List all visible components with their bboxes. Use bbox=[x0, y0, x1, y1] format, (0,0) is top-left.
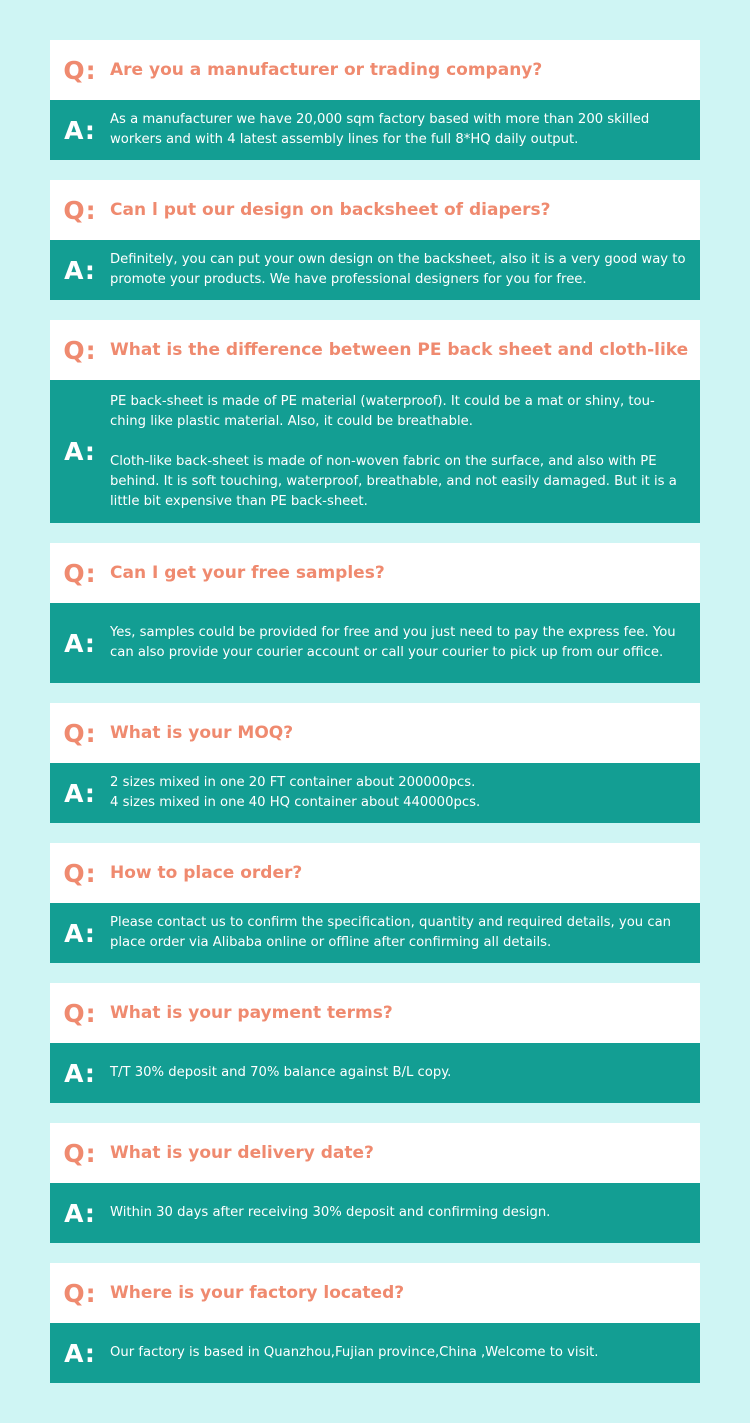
question-row bbox=[50, 543, 700, 603]
question-row bbox=[50, 320, 700, 380]
answer-text: Please contact us to confirm the specification, quantity and required details, you can place order via Alibaba online or offline after confirming all details. bbox=[110, 915, 672, 950]
question-row bbox=[50, 983, 700, 1043]
question-text: Can l put our design on backsheet of diapers? bbox=[110, 200, 551, 220]
question-text: What is your payment terms? bbox=[110, 1003, 393, 1023]
faq-item bbox=[50, 1263, 700, 1383]
question-mark: Q: bbox=[63, 335, 97, 365]
faq-item bbox=[50, 1123, 700, 1243]
answer-row bbox=[50, 1043, 700, 1103]
question-text: What is the difference between PE back sheet and cloth-like bbox=[110, 340, 689, 360]
question-mark: Q: bbox=[63, 55, 97, 85]
question-row bbox=[50, 843, 700, 903]
question-row bbox=[50, 703, 700, 763]
question-text: Are you a manufacturer or trading company? bbox=[110, 60, 543, 80]
question-mark: Q: bbox=[63, 998, 97, 1028]
answer-text: 4 sizes mixed in one 40 HQ container about 440000pcs. bbox=[110, 795, 481, 810]
answer-mark: A: bbox=[64, 1338, 96, 1368]
question-text: Where is your factory located? bbox=[110, 1283, 405, 1303]
faq-item bbox=[50, 40, 700, 160]
answer-mark: A: bbox=[64, 115, 96, 145]
question-text: What is your delivery date? bbox=[110, 1143, 374, 1163]
question-mark: Q: bbox=[63, 558, 97, 588]
question-row bbox=[50, 40, 700, 100]
answer-row bbox=[50, 1183, 700, 1243]
faq-item bbox=[50, 320, 700, 523]
question-text: How to place order? bbox=[110, 863, 303, 883]
faq-item bbox=[50, 180, 700, 300]
answer-row bbox=[50, 1323, 700, 1383]
question-row bbox=[50, 180, 700, 240]
faq-item bbox=[50, 983, 700, 1103]
answer-mark: A: bbox=[64, 778, 96, 808]
answer-text: 2 sizes mixed in one 20 FT container about 200000pcs. bbox=[110, 775, 476, 790]
answer-mark: A: bbox=[64, 437, 96, 466]
answer-text: T/T 30% deposit and 70% balance against B/L copy. bbox=[110, 1065, 452, 1080]
answer-row bbox=[50, 603, 700, 683]
question-text: What is your MOQ? bbox=[110, 723, 294, 743]
answer-text: Definitely, you can put your own design on the backsheet, also it is a very good way to promote your products. We have professional designers for you for free. bbox=[110, 252, 686, 287]
answer-mark: A: bbox=[64, 918, 96, 948]
answer-row bbox=[50, 380, 700, 523]
answer-row bbox=[50, 100, 700, 160]
answer-mark: A: bbox=[64, 1198, 96, 1228]
answer-text: PE back-sheet is made of PE material (waterproof). It could be a mat or shiny, tou-ching like plastic material. Also, it could be breathable. bbox=[110, 393, 655, 429]
question-mark: Q: bbox=[63, 1138, 97, 1168]
question-mark: Q: bbox=[63, 1278, 97, 1308]
question-mark: Q: bbox=[63, 195, 97, 225]
answer-row bbox=[50, 240, 700, 300]
answer-mark: A: bbox=[64, 628, 96, 658]
answer-mark: A: bbox=[64, 255, 96, 285]
question-text: Can I get your free samples? bbox=[110, 563, 385, 583]
question-mark: Q: bbox=[63, 858, 97, 888]
answer-text: Cloth-like back-sheet is made of non-woven fabric on the surface, and also with PE behind. It is soft touching, waterproof, breathable, and not easily damaged. But it is a little bit expensive than PE back-sheet. bbox=[110, 453, 677, 509]
faq-item bbox=[50, 843, 700, 963]
question-row bbox=[50, 1263, 700, 1323]
faq-item bbox=[50, 703, 700, 823]
answer-row bbox=[50, 903, 700, 963]
answer-mark: A: bbox=[64, 1058, 96, 1088]
answer-text: Our factory is based in Quanzhou,Fujian province,China ,Welcome to visit. bbox=[110, 1345, 599, 1360]
answer-row bbox=[50, 763, 700, 823]
question-mark: Q: bbox=[63, 718, 97, 748]
answer-text: As a manufacturer we have 20,000 sqm factory based with more than 200 skilled workers and with 4 latest assembly lines for the full 8*HQ daily output. bbox=[110, 112, 650, 147]
answer-text: Yes, samples could be provided for free and you just need to pay the express fee. You can also provide your courier account or call your courier to pick up from our office. bbox=[110, 625, 676, 660]
faq-item bbox=[50, 543, 700, 683]
question-row bbox=[50, 1123, 700, 1183]
answer-text: Within 30 days after receiving 30% deposit and confirming design. bbox=[110, 1205, 551, 1220]
